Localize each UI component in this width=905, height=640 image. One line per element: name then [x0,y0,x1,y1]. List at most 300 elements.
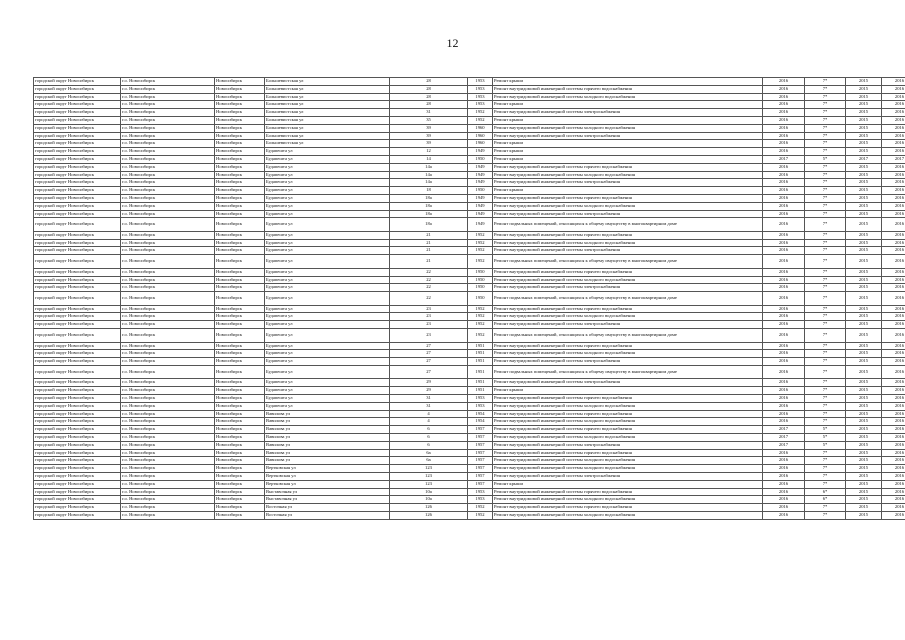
street-cell: Вавилова ул [265,457,390,465]
table-row [34,402,905,410]
end-year-cell: 2016 [882,163,905,171]
priority-cell: 7* [805,329,846,343]
area-cell: городской округ Новосибирск [34,472,121,480]
city-cell: г.о. Новосибирск [121,202,215,210]
city-cell: г.о. Новосибирск [121,292,215,306]
city-cell: г.о. Новосибирск [121,402,215,410]
work-type-cell: Ремонт внутридомовой инженерной системы холодного водоснабжения [493,457,763,465]
priority-cell: 7* [805,379,846,387]
planned-year-cell: 2016 [763,496,805,504]
start-year-cell: 2015 [846,101,882,109]
street-cell: Большевистская ул [265,93,390,101]
house-number-cell: 39 [390,140,468,148]
house-number-cell: 126 [390,511,468,519]
work-type-cell: Ремонт внутридомовой инженерной системы холодного водоснабжения [493,402,763,410]
work-type-cell: Ремонт крыши [493,387,763,395]
priority-cell: 7* [805,402,846,410]
year-built-cell: 1949 [468,171,493,179]
end-year-cell: 2016 [882,379,905,387]
year-built-cell: 1953 [468,101,493,109]
work-type-cell: Ремонт внутридомовой инженерной системы горячего водоснабжения [493,488,763,496]
area-cell: городской округ Новосибирск [34,284,121,292]
table-row [34,457,905,465]
work-type-cell: Ремонт крыши [493,78,763,86]
year-built-cell: 1949 [468,194,493,202]
table-row [34,488,905,496]
area-cell: городской округ Новосибирск [34,101,121,109]
table-row [34,449,905,457]
street-cell: Будапешта ул [265,202,390,210]
area-cell: городской округ Новосибирск [34,292,121,306]
area-cell: городской округ Новосибирск [34,449,121,457]
locality-cell: Новосибирск [215,194,265,202]
house-number-cell: 23 [390,321,468,329]
priority-cell: 7* [805,93,846,101]
work-type-cell: Ремонт внутридомовой инженерной системы горячего водоснабжения [493,305,763,313]
end-year-cell: 2016 [882,305,905,313]
repair-schedule-table [33,77,905,520]
house-number-cell: 14а [390,171,468,179]
table-row [34,365,905,379]
work-type-cell: Ремонт внутридомовой инженерной системы электроснабжения [493,247,763,255]
start-year-cell: 2015 [846,218,882,232]
city-cell: г.о. Новосибирск [121,395,215,403]
start-year-cell: 2015 [846,504,882,512]
planned-year-cell: 2016 [763,342,805,350]
table-row [34,305,905,313]
house-number-cell: 27 [390,350,468,358]
locality-cell: Новосибирск [215,472,265,480]
locality-cell: Новосибирск [215,239,265,247]
locality-cell: Новосибирск [215,488,265,496]
locality-cell: Новосибирск [215,457,265,465]
work-type-cell: Ремонт внутридомовой инженерной системы электроснабжения [493,210,763,218]
planned-year-cell: 2016 [763,488,805,496]
house-number-cell: 28 [390,101,468,109]
table-row [34,276,905,284]
end-year-cell: 2016 [882,140,905,148]
work-type-cell: Ремонт внутридомовой инженерной системы электроснабжения [493,379,763,387]
year-built-cell: 1951 [468,342,493,350]
start-year-cell: 2015 [846,171,882,179]
locality-cell: Новосибирск [215,313,265,321]
start-year-cell: 2015 [846,187,882,195]
planned-year-cell: 2017 [763,441,805,449]
work-type-cell: Ремонт внутридомовой инженерной системы холодного водоснабжения [493,511,763,519]
work-type-cell: Ремонт внутридомовой инженерной системы горячего водоснабжения [493,268,763,276]
work-type-cell: Ремонт крыши [493,480,763,488]
area-cell: городской округ Новосибирск [34,85,121,93]
street-cell: Будапешта ул [265,247,390,255]
planned-year-cell: 2016 [763,187,805,195]
street-cell: Большевистская ул [265,109,390,117]
house-number-cell: 18а [390,202,468,210]
page-number: 12 [446,36,459,50]
area-cell: городской округ Новосибирск [34,187,121,195]
priority-cell: 7* [805,163,846,171]
priority-cell: 7* [805,148,846,156]
locality-cell: Новосибирск [215,433,265,441]
city-cell: г.о. Новосибирск [121,465,215,473]
work-type-cell: Ремонт внутридомовой инженерной системы холодного водоснабжения [493,350,763,358]
priority-cell: 7* [805,387,846,395]
planned-year-cell: 2016 [763,472,805,480]
house-number-cell: 23 [390,329,468,343]
street-cell: Будапешта ул [265,350,390,358]
street-cell: Будапешта ул [265,163,390,171]
locality-cell: Новосибирск [215,292,265,306]
city-cell: г.о. Новосибирск [121,194,215,202]
work-type-cell: Ремонт внутридомовой инженерной системы электроснабжения [493,109,763,117]
planned-year-cell: 2016 [763,93,805,101]
house-number-cell: 6 [390,426,468,434]
planned-year-cell: 2016 [763,247,805,255]
house-number-cell: 21 [390,255,468,269]
area-cell: городской округ Новосибирск [34,255,121,269]
start-year-cell: 2015 [846,140,882,148]
start-year-cell: 2015 [846,85,882,93]
year-built-cell: 1951 [468,350,493,358]
table-row [34,78,905,86]
locality-cell: Новосибирск [215,395,265,403]
house-number-cell: 39 [390,132,468,140]
year-built-cell: 1957 [468,480,493,488]
work-type-cell: Ремонт внутридомовой инженерной системы горячего водоснабжения [493,410,763,418]
table-row [34,292,905,306]
table-row [34,85,905,93]
year-built-cell: 1949 [468,210,493,218]
street-cell: Будапешта ул [265,284,390,292]
house-number-cell: 22 [390,284,468,292]
end-year-cell: 2016 [882,116,905,124]
area-cell: городской округ Новосибирск [34,433,121,441]
priority-cell: 7* [805,284,846,292]
city-cell: г.о. Новосибирск [121,379,215,387]
city-cell: г.о. Новосибирск [121,358,215,366]
locality-cell: Новосибирск [215,78,265,86]
house-number-cell: 14а [390,179,468,187]
street-cell: Большевистская ул [265,140,390,148]
year-built-cell: 1951 [468,365,493,379]
street-cell: Вертковская ул [265,480,390,488]
house-number-cell: 31 [390,395,468,403]
area-cell: городской округ Новосибирск [34,140,121,148]
year-built-cell: 1949 [468,148,493,156]
city-cell: г.о. Новосибирск [121,321,215,329]
start-year-cell: 2015 [846,284,882,292]
table-row [34,93,905,101]
street-cell: Будапешта ул [265,148,390,156]
priority-cell: 7* [805,321,846,329]
house-number-cell: 6а [390,457,468,465]
table-row [34,472,905,480]
year-built-cell: 1957 [468,433,493,441]
end-year-cell: 2016 [882,247,905,255]
city-cell: г.о. Новосибирск [121,231,215,239]
end-year-cell: 2016 [882,321,905,329]
area-cell: городской округ Новосибирск [34,202,121,210]
end-year-cell: 2016 [882,472,905,480]
house-number-cell: 21 [390,247,468,255]
start-year-cell: 2015 [846,465,882,473]
end-year-cell: 2016 [882,511,905,519]
work-type-cell: Ремонт внутридомовой инженерной системы горячего водоснабжения [493,85,763,93]
work-type-cell: Ремонт подвальных помещений, относящихся к общему имуществу в многоквартирном доме [493,329,763,343]
planned-year-cell: 2016 [763,109,805,117]
city-cell: г.о. Новосибирск [121,276,215,284]
planned-year-cell: 2016 [763,101,805,109]
priority-cell: 5* [805,433,846,441]
city-cell: г.о. Новосибирск [121,418,215,426]
house-number-cell: 14 [390,155,468,163]
end-year-cell: 2016 [882,433,905,441]
work-type-cell: Ремонт внутридомовой инженерной системы холодного водоснабжения [493,313,763,321]
table-row [34,132,905,140]
end-year-cell: 2016 [882,171,905,179]
area-cell: городской округ Новосибирск [34,276,121,284]
start-year-cell: 2015 [846,231,882,239]
start-year-cell: 2015 [846,116,882,124]
year-built-cell: 1953 [468,402,493,410]
start-year-cell: 2015 [846,480,882,488]
area-cell: городской округ Новосибирск [34,171,121,179]
start-year-cell: 2015 [846,93,882,101]
end-year-cell: 2016 [882,387,905,395]
work-type-cell: Ремонт внутридомовой инженерной системы электроснабжения [493,284,763,292]
end-year-cell: 2016 [882,358,905,366]
street-cell: Будапешта ул [265,402,390,410]
house-number-cell: 22 [390,292,468,306]
street-cell: Будапешта ул [265,313,390,321]
locality-cell: Новосибирск [215,109,265,117]
area-cell: городской округ Новосибирск [34,148,121,156]
area-cell: городской округ Новосибирск [34,511,121,519]
end-year-cell: 2016 [882,441,905,449]
locality-cell: Новосибирск [215,358,265,366]
city-cell: г.о. Новосибирск [121,449,215,457]
city-cell: г.о. Новосибирск [121,504,215,512]
year-built-cell: 1957 [468,457,493,465]
table-row [34,504,905,512]
work-type-cell: Ремонт внутридомовой инженерной системы холодного водоснабжения [493,276,763,284]
planned-year-cell: 2016 [763,124,805,132]
priority-cell: 7* [805,350,846,358]
start-year-cell: 2015 [846,418,882,426]
planned-year-cell: 2017 [763,426,805,434]
start-year-cell: 2015 [846,379,882,387]
work-type-cell: Ремонт крыши [493,148,763,156]
table-row [34,350,905,358]
area-cell: городской округ Новосибирск [34,239,121,247]
planned-year-cell: 2016 [763,268,805,276]
table-row [34,329,905,343]
planned-year-cell: 2016 [763,116,805,124]
planned-year-cell: 2016 [763,284,805,292]
table-row [34,116,905,124]
priority-cell: 5* [805,426,846,434]
work-type-cell: Ремонт подвальных помещений, относящихся к общему имуществу в многоквартирном доме [493,218,763,232]
year-built-cell: 1952 [468,321,493,329]
priority-cell: 7* [805,194,846,202]
planned-year-cell: 2016 [763,465,805,473]
priority-cell: 7* [805,504,846,512]
work-type-cell: Ремонт внутридомовой инженерной системы электроснабжения [493,179,763,187]
locality-cell: Новосибирск [215,449,265,457]
end-year-cell: 2016 [882,395,905,403]
area-cell: городской округ Новосибирск [34,441,121,449]
area-cell: городской округ Новосибирск [34,342,121,350]
priority-cell: 7* [805,124,846,132]
year-built-cell: 1953 [468,395,493,403]
house-number-cell: 126 [390,504,468,512]
house-number-cell: 22 [390,276,468,284]
area-cell: городской округ Новосибирск [34,387,121,395]
planned-year-cell: 2016 [763,410,805,418]
year-built-cell: 1949 [468,179,493,187]
area-cell: городской округ Новосибирск [34,268,121,276]
end-year-cell: 2016 [882,179,905,187]
city-cell: г.о. Новосибирск [121,496,215,504]
end-year-cell: 2016 [882,101,905,109]
city-cell: г.о. Новосибирск [121,387,215,395]
planned-year-cell: 2016 [763,329,805,343]
area-cell: городской округ Новосибирск [34,504,121,512]
city-cell: г.о. Новосибирск [121,78,215,86]
priority-cell: 7* [805,218,846,232]
city-cell: г.о. Новосибирск [121,132,215,140]
start-year-cell: 2017 [846,155,882,163]
house-number-cell: 28 [390,93,468,101]
priority-cell: 7* [805,418,846,426]
year-built-cell: 1950 [468,292,493,306]
planned-year-cell: 2016 [763,379,805,387]
start-year-cell: 2015 [846,132,882,140]
start-year-cell: 2015 [846,433,882,441]
start-year-cell: 2015 [846,179,882,187]
start-year-cell: 2015 [846,449,882,457]
city-cell: г.о. Новосибирск [121,472,215,480]
house-number-cell: 22 [390,268,468,276]
table-row [34,202,905,210]
house-number-cell: 123 [390,465,468,473]
start-year-cell: 2015 [846,313,882,321]
area-cell: городской округ Новосибирск [34,321,121,329]
planned-year-cell: 2016 [763,418,805,426]
planned-year-cell: 2016 [763,218,805,232]
work-type-cell: Ремонт крыши [493,155,763,163]
end-year-cell: 2016 [882,239,905,247]
house-number-cell: 27 [390,342,468,350]
street-cell: Будапешта ул [265,194,390,202]
priority-cell: 7* [805,132,846,140]
locality-cell: Новосибирск [215,504,265,512]
end-year-cell: 2016 [882,85,905,93]
planned-year-cell: 2016 [763,365,805,379]
end-year-cell: 2016 [882,93,905,101]
priority-cell: 7* [805,85,846,93]
area-cell: городской округ Новосибирск [34,402,121,410]
planned-year-cell: 2016 [763,179,805,187]
street-cell: Будапешта ул [265,379,390,387]
work-type-cell: Ремонт подвальных помещений, относящихся к общему имуществу в многоквартирном доме [493,365,763,379]
house-number-cell: 6а [390,449,468,457]
street-cell: Большевистская ул [265,85,390,93]
priority-cell: 7* [805,255,846,269]
end-year-cell: 2016 [882,124,905,132]
year-built-cell: 1950 [468,284,493,292]
planned-year-cell: 2017 [763,155,805,163]
street-cell: Будапешта ул [265,179,390,187]
area-cell: городской округ Новосибирск [34,379,121,387]
planned-year-cell: 2016 [763,202,805,210]
locality-cell: Новосибирск [215,350,265,358]
end-year-cell: 2016 [882,284,905,292]
start-year-cell: 2015 [846,488,882,496]
street-cell: Вертковская ул [265,465,390,473]
end-year-cell: 2016 [882,449,905,457]
work-type-cell: Ремонт внутридомовой инженерной системы холодного водоснабжения [493,171,763,179]
end-year-cell: 2016 [882,350,905,358]
year-built-cell: 1949 [468,202,493,210]
area-cell: городской округ Новосибирск [34,116,121,124]
end-year-cell: 2016 [882,268,905,276]
table-row [34,379,905,387]
house-number-cell: 6 [390,433,468,441]
work-type-cell: Ремонт крыши [493,116,763,124]
work-type-cell: Ремонт подвальных помещений, относящихся к общему имуществу в многоквартирном доме [493,255,763,269]
priority-cell: 7* [805,179,846,187]
end-year-cell: 2017 [882,155,905,163]
city-cell: г.о. Новосибирск [121,305,215,313]
priority-cell: 7* [805,116,846,124]
locality-cell: Новосибирск [215,187,265,195]
city-cell: г.о. Новосибирск [121,85,215,93]
house-number-cell: 4 [390,418,468,426]
year-built-cell: 1949 [468,218,493,232]
area-cell: городской округ Новосибирск [34,426,121,434]
house-number-cell: 123 [390,472,468,480]
planned-year-cell: 2016 [763,255,805,269]
locality-cell: Новосибирск [215,465,265,473]
work-type-cell: Ремонт крыши [493,101,763,109]
city-cell: г.о. Новосибирск [121,511,215,519]
street-cell: Будапешта ул [265,171,390,179]
planned-year-cell: 2016 [763,395,805,403]
start-year-cell: 2015 [846,511,882,519]
work-type-cell: Ремонт внутридомовой инженерной системы горячего водоснабжения [493,504,763,512]
year-built-cell: 1949 [468,163,493,171]
priority-cell: 6* [805,496,846,504]
locality-cell: Новосибирск [215,426,265,434]
start-year-cell: 2015 [846,402,882,410]
table-row [34,255,905,269]
priority-cell: 7* [805,313,846,321]
year-built-cell: 1950 [468,155,493,163]
locality-cell: Новосибирск [215,140,265,148]
locality-cell: Новосибирск [215,305,265,313]
city-cell: г.о. Новосибирск [121,101,215,109]
start-year-cell: 2015 [846,441,882,449]
area-cell: городской округ Новосибирск [34,194,121,202]
start-year-cell: 2015 [846,395,882,403]
work-type-cell: Ремонт внутридомовой инженерной системы холодного водоснабжения [493,239,763,247]
priority-cell: 5* [805,155,846,163]
house-number-cell: 27 [390,365,468,379]
table-row [34,284,905,292]
street-cell: Большевистская ул [265,78,390,86]
street-cell: Большевистская ул [265,132,390,140]
priority-cell: 7* [805,457,846,465]
